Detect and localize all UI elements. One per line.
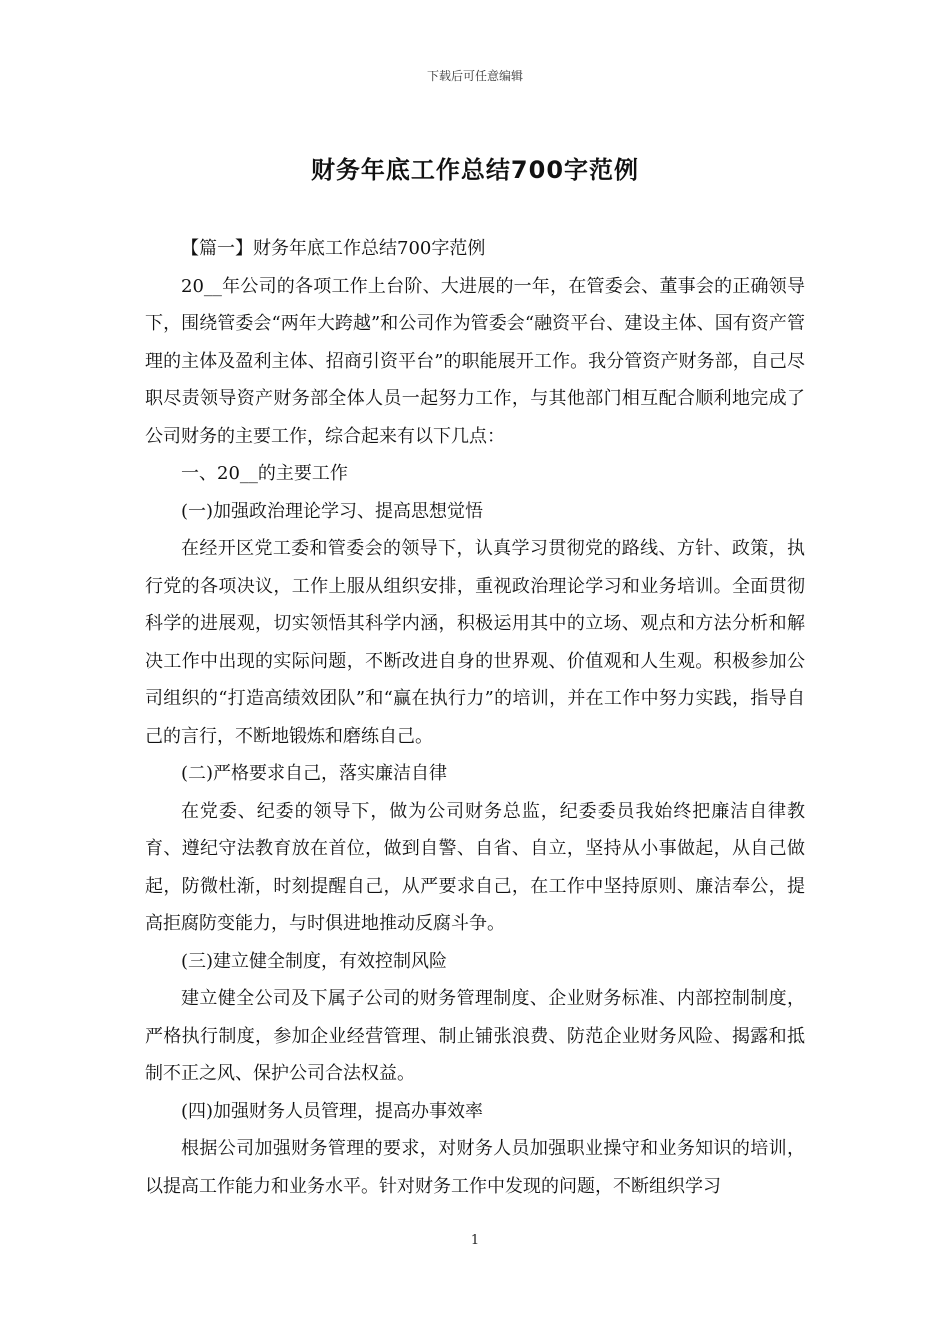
subsection-heading: (三)建立健全制度，有效控制风险 bbox=[181, 950, 448, 972]
subsection-heading: 一、20__的主要工作 bbox=[181, 463, 348, 484]
subsection-heading: (四)加强财务人员管理，提高办事效率 bbox=[181, 1100, 484, 1122]
paragraph: 20__年公司的各项工作上台阶、大进展的一年，在管委会、董事会的正确领导下，围绕管委会“两年大跨越”和公司作为管委会“融资平台、建设主体、国有资产管理的主体及盈利主体、招商引资平台”的职能展开工作。我分管资产财务部，自己尽职尽责领导资产财务部全体人员一起努力工作，与其他部门相互配合顺利地完成了公司财务的主要工作，综合起来有以下几点： bbox=[145, 275, 805, 447]
subsection-heading: (一)加强政治理论学习、提高思想觉悟 bbox=[181, 500, 484, 522]
paragraph: 建立健全公司及下属子公司的财务管理制度、企业财务标准、内部控制制度，严格执行制度，参加企业经营管理、制止铺张浪费、防范企业财务风险、揭露和抵制不正之风、保护公司合法权益。 bbox=[145, 988, 805, 1084]
document-body bbox=[145, 230, 805, 1205]
paragraph: 根据公司加强财务管理的要求，对财务人员加强职业操守和业务知识的培训，以提高工作能力和业务水平。针对财务工作中发现的问题，不断组织学习 bbox=[145, 1138, 805, 1197]
paragraph: 在党委、纪委的领导下，做为公司财务总监，纪委委员我始终把廉洁自律教育、遵纪守法教育放在首位，做到自警、自省、自立，坚持从小事做起，从自己做起，防微杜渐，时刻提醒自己，从严要求自己，在工作中坚持原则、廉洁奉公，提高拒腐防变能力，与时俱进地推动反腐斗争。 bbox=[145, 800, 805, 934]
page-number: 1 bbox=[470, 1233, 480, 1248]
paragraph: 在经开区党工委和管委会的领导下，认真学习贯彻党的路线、方针、政策，执行党的各项决议，工作上服从组织安排，重视政治理论学习和业务培训。全面贯彻科学的进展观，切实领悟其科学内涵，积极运用其中的立场、观点和方法分析和解决工作中出现的实际问题，不断改进自身的世界观、价值观和人生观。积极参加公司组织的“打造高绩效团队”和“赢在执行力”的培训，并在工作中努力实践，指导自己的言行，不断地锻炼和磨练自己。 bbox=[145, 538, 805, 747]
section-heading: 【篇一】财务年底工作总结700字范例 bbox=[181, 238, 486, 259]
subsection-heading: (二)严格要求自己，落实廉洁自律 bbox=[181, 763, 448, 784]
document-title: 财务年底工作总结700字范例 bbox=[310, 156, 640, 184]
page-header-note: 下载后可任意编辑 bbox=[426, 69, 523, 83]
